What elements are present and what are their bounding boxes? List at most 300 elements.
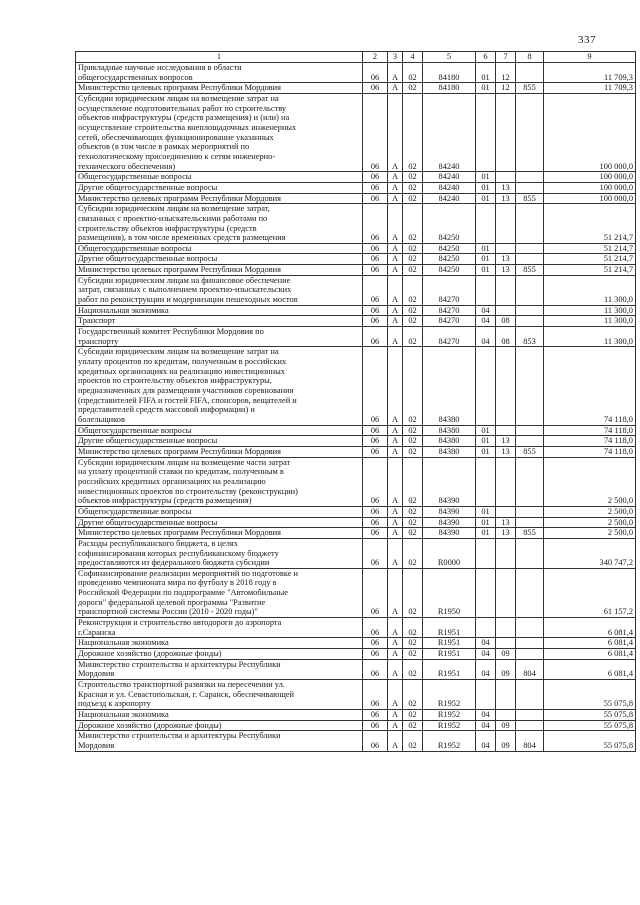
cell-code: 84250 [423,243,476,254]
cell-ministry [516,204,544,244]
cell-code: 06 [363,305,388,316]
table-row [76,93,636,171]
cell-code: А [388,457,403,506]
cell-code: R1952 [423,680,476,710]
cell-code: 06 [363,457,388,506]
cell-subsection [496,243,516,254]
table-row [76,528,636,539]
cell-code: А [388,710,403,721]
cell-code: 06 [363,680,388,710]
cell-code: 84380 [423,347,476,425]
row-name: Строительство транспортной развязки на пересечении ул. Красная и ул. Севастопольская, г. Саранск, обеспечивающей подъезд к аэропорту [76,680,363,710]
cell-section [476,347,496,425]
cell-code: 84250 [423,204,476,244]
cell-code: А [388,568,403,617]
cell-section [476,568,496,617]
cell-section [476,457,496,506]
row-name: Реконструкция и строительство автодороги до аэропорта г.Саранска [76,618,363,638]
column-header: 3 [388,52,403,63]
cell-code: 06 [363,528,388,539]
row-name: Министерство строительства и архитектуры Республики Мордовия [76,659,363,679]
cell-amount: 2 500,0 [544,457,636,506]
cell-subsection [496,638,516,649]
cell-subsection: 12 [496,63,516,83]
row-name: Софинансирование реализации мероприятий по подготовке и проведению чемпионата мира по футболу в 2018 году в Российской Федерации по подпрограмме "Автомобильные дороги" федеральной целевой программы "Развитие транспортной системы России (2010 - 2020 годы)" [76,568,363,617]
row-name: Министерство целевых программ Республики Мордовия [76,446,363,457]
cell-code: А [388,436,403,447]
cell-amount: 340 747,2 [544,538,636,568]
cell-code: 84240 [423,193,476,204]
cell-subsection [496,568,516,617]
row-name: Министерство целевых программ Республики Мордовия [76,528,363,539]
cell-code: 06 [363,568,388,617]
cell-amount: 74 118,0 [544,436,636,447]
cell-amount: 11 300,0 [544,305,636,316]
cell-code: А [388,618,403,638]
row-name: Национальная экономика [76,710,363,721]
row-name: Общегосударственные вопросы [76,243,363,254]
cell-section: 04 [476,720,496,731]
cell-subsection: 13 [496,517,516,528]
cell-subsection [496,275,516,305]
cell-subsection [496,506,516,517]
cell-code: 02 [403,172,423,183]
cell-code: 06 [363,182,388,193]
cell-code: R1950 [423,568,476,617]
cell-subsection: 09 [496,659,516,679]
cell-code: 02 [403,93,423,171]
cell-code: 84380 [423,425,476,436]
cell-code: 06 [363,731,388,751]
cell-ministry [516,436,544,447]
cell-code: 02 [403,327,423,347]
cell-subsection [496,425,516,436]
column-header: 7 [496,52,516,63]
cell-section: 01 [476,446,496,457]
cell-subsection: 13 [496,182,516,193]
cell-code: 06 [363,517,388,528]
cell-code: А [388,517,403,528]
row-name: Государственный комитет Республики Мордовия по транспорту [76,327,363,347]
cell-code: 02 [403,204,423,244]
cell-code: 02 [403,83,423,94]
cell-code: R1952 [423,731,476,751]
cell-code: 84180 [423,63,476,83]
cell-code: 02 [403,347,423,425]
cell-amount: 6 081,4 [544,649,636,660]
budget-table [75,51,636,752]
cell-code: R1951 [423,618,476,638]
cell-subsection [496,538,516,568]
cell-ministry [516,517,544,528]
cell-code: 06 [363,425,388,436]
cell-subsection: 13 [496,446,516,457]
cell-code: 06 [363,446,388,457]
cell-section [476,204,496,244]
cell-subsection [496,710,516,721]
cell-ministry: 804 [516,731,544,751]
cell-section [476,93,496,171]
row-name: Другие общегосударственные вопросы [76,436,363,447]
cell-subsection: 08 [496,316,516,327]
cell-ministry [516,568,544,617]
cell-code: 84390 [423,457,476,506]
table-row [76,305,636,316]
row-name: Субсидии юридическим лицам на возмещение затрат на уплату процентов по кредитам, полученным в российских кредитных организациях на реализацию инвестиционных проектов по строительству объектов инфраструктуры, предназначенных для размещения участников соревнования (представителей FIFA и гостей FIFA, спонсоров, вещателей и представителей средств массовой информации) и болельщиков [76,347,363,425]
cell-amount: 11 709,3 [544,63,636,83]
cell-code: 84270 [423,327,476,347]
cell-code: А [388,425,403,436]
column-header: 5 [423,52,476,63]
cell-section: 04 [476,327,496,347]
table-row [76,568,636,617]
table-row [76,638,636,649]
cell-code: 06 [363,316,388,327]
row-name: Министерство целевых программ Республики Мордовия [76,193,363,204]
cell-amount: 6 081,4 [544,659,636,679]
cell-subsection: 13 [496,436,516,447]
cell-amount: 74 118,0 [544,347,636,425]
cell-code: 84390 [423,517,476,528]
cell-code: 06 [363,347,388,425]
cell-code: 02 [403,425,423,436]
table-row [76,517,636,528]
cell-code: 84250 [423,265,476,276]
cell-code: 06 [363,254,388,265]
cell-ministry [516,649,544,660]
table-row [76,680,636,710]
table-row [76,659,636,679]
cell-code: А [388,327,403,347]
cell-code: 06 [363,243,388,254]
cell-code: 84380 [423,436,476,447]
cell-code: 02 [403,436,423,447]
row-name: Прикладные научные исследования в области общегосударственных вопросов [76,63,363,83]
cell-section: 04 [476,731,496,751]
cell-subsection [496,305,516,316]
cell-section: 04 [476,710,496,721]
cell-code: А [388,93,403,171]
table-row [76,316,636,327]
row-name: Дорожное хозяйство (дорожные фонды) [76,649,363,660]
cell-code: 02 [403,305,423,316]
cell-subsection: 12 [496,83,516,94]
cell-ministry: 855 [516,193,544,204]
cell-code: А [388,446,403,457]
cell-ministry [516,305,544,316]
row-name: Национальная экономика [76,638,363,649]
cell-subsection: 13 [496,528,516,539]
cell-code: 06 [363,275,388,305]
table-row [76,182,636,193]
table-row [76,506,636,517]
cell-code: 02 [403,182,423,193]
cell-amount: 11 709,3 [544,83,636,94]
cell-code: 02 [403,731,423,751]
cell-section: 04 [476,638,496,649]
cell-section: 01 [476,193,496,204]
cell-ministry [516,172,544,183]
column-header: 4 [403,52,423,63]
cell-amount: 2 500,0 [544,528,636,539]
cell-code: R0000 [423,538,476,568]
page-number: 337 [578,34,596,46]
cell-section: 01 [476,506,496,517]
cell-ministry [516,316,544,327]
cell-code: 02 [403,538,423,568]
cell-section: 01 [476,172,496,183]
cell-code: А [388,204,403,244]
table-row [76,710,636,721]
cell-section: 01 [476,436,496,447]
cell-code: 06 [363,63,388,83]
cell-code: А [388,305,403,316]
column-header: 9 [544,52,636,63]
table-row [76,275,636,305]
cell-code: А [388,193,403,204]
cell-ministry: 855 [516,446,544,457]
cell-ministry: 853 [516,327,544,347]
cell-amount: 74 118,0 [544,425,636,436]
cell-code: А [388,659,403,679]
cell-code: R1952 [423,710,476,721]
cell-code: 84390 [423,506,476,517]
cell-code: 06 [363,638,388,649]
row-name: Дорожное хозяйство (дорожные фонды) [76,720,363,731]
table-row [76,265,636,276]
cell-code: А [388,731,403,751]
cell-amount: 11 300,0 [544,327,636,347]
cell-code: 02 [403,254,423,265]
row-name: Субсидии юридическим лицам на возмещение затрат на осуществление подготовительных работ по строительству объектов инфраструктуры (средств размещения) и (или) на осуществление строительства внеплощадочных инженерных сетей, обеспечивающих функционирование указанных объектов (в том числе в рамках мероприятий по технологическому присоединению к сетям инженерно- технического обеспечения) [76,93,363,171]
cell-ministry [516,275,544,305]
cell-code: 02 [403,193,423,204]
cell-code: 84240 [423,93,476,171]
cell-code: 02 [403,568,423,617]
cell-code: 02 [403,618,423,638]
cell-code: 84380 [423,446,476,457]
cell-code: 02 [403,275,423,305]
cell-code: А [388,538,403,568]
cell-code: 84270 [423,316,476,327]
cell-code: 06 [363,538,388,568]
cell-ministry [516,457,544,506]
table-row [76,618,636,638]
cell-amount: 100 000,0 [544,182,636,193]
row-name: Другие общегосударственные вопросы [76,182,363,193]
cell-code: 02 [403,517,423,528]
cell-code: 06 [363,720,388,731]
cell-amount: 55 075,8 [544,731,636,751]
cell-ministry [516,638,544,649]
row-name: Расходы республиканского бюджета, в целях софинансирования которых республиканскому бюджету предоставляются из федерального бюджета субсидии [76,538,363,568]
row-name: Другие общегосударственные вопросы [76,254,363,265]
cell-amount: 51 214,7 [544,204,636,244]
cell-subsection [496,204,516,244]
cell-ministry [516,506,544,517]
cell-ministry [516,254,544,265]
cell-ministry [516,538,544,568]
cell-subsection [496,457,516,506]
cell-section: 04 [476,305,496,316]
cell-code: 06 [363,204,388,244]
cell-section: 01 [476,517,496,528]
cell-code: 06 [363,618,388,638]
cell-subsection: 13 [496,265,516,276]
cell-subsection: 09 [496,649,516,660]
cell-code: R1951 [423,659,476,679]
row-name: Национальная экономика [76,305,363,316]
table-row [76,425,636,436]
table-row [76,254,636,265]
cell-code: 06 [363,193,388,204]
cell-section: 01 [476,182,496,193]
cell-code: 02 [403,649,423,660]
cell-code: А [388,316,403,327]
cell-code: А [388,638,403,649]
cell-code: А [388,680,403,710]
cell-ministry [516,720,544,731]
table-row [76,193,636,204]
cell-code: 06 [363,649,388,660]
table-row [76,243,636,254]
cell-amount: 51 214,7 [544,265,636,276]
cell-code: 84240 [423,172,476,183]
cell-code: 02 [403,720,423,731]
cell-code: А [388,506,403,517]
cell-section: 01 [476,425,496,436]
column-header: 2 [363,52,388,63]
cell-amount: 74 118,0 [544,446,636,457]
cell-code: 02 [403,457,423,506]
table-row [76,446,636,457]
cell-section: 01 [476,83,496,94]
cell-code: 02 [403,528,423,539]
row-name: Общегосударственные вопросы [76,506,363,517]
cell-code: А [388,182,403,193]
cell-code: А [388,265,403,276]
cell-section: 04 [476,316,496,327]
column-header: 6 [476,52,496,63]
cell-amount: 100 000,0 [544,93,636,171]
cell-ministry: 855 [516,265,544,276]
cell-code: 02 [403,243,423,254]
cell-subsection: 13 [496,254,516,265]
cell-code: А [388,83,403,94]
cell-amount: 51 214,7 [544,243,636,254]
cell-code: А [388,347,403,425]
cell-code: 84180 [423,83,476,94]
cell-amount: 61 157,2 [544,568,636,617]
table-row [76,172,636,183]
cell-code: 06 [363,659,388,679]
cell-section: 01 [476,63,496,83]
cell-code: 02 [403,265,423,276]
table-row [76,649,636,660]
row-name: Субсидии юридическим лицам на возмещение затрат, связанных с проектно-изыскательскими работами по строительству объектов инфраструктуры (средств размещения), в том числе временных средств размещения [76,204,363,244]
column-header: 1 [76,52,363,63]
cell-code: А [388,528,403,539]
cell-amount: 51 214,7 [544,254,636,265]
cell-code: 02 [403,638,423,649]
cell-code: 06 [363,265,388,276]
cell-ministry [516,680,544,710]
cell-subsection: 09 [496,720,516,731]
cell-amount: 6 081,4 [544,618,636,638]
table-row [76,347,636,425]
cell-code: А [388,254,403,265]
cell-ministry: 855 [516,528,544,539]
cell-subsection: 08 [496,327,516,347]
cell-code: 06 [363,172,388,183]
cell-code: 84270 [423,275,476,305]
cell-subsection: 13 [496,193,516,204]
cell-code: 84270 [423,305,476,316]
cell-code: 02 [403,710,423,721]
table-row [76,204,636,244]
cell-section: 01 [476,265,496,276]
cell-section: 04 [476,649,496,660]
cell-subsection [496,172,516,183]
cell-amount: 100 000,0 [544,193,636,204]
cell-subsection [496,680,516,710]
cell-ministry [516,93,544,171]
row-name: Транспорт [76,316,363,327]
cell-code: А [388,172,403,183]
cell-section: 04 [476,659,496,679]
cell-code: 84250 [423,254,476,265]
cell-ministry [516,347,544,425]
table-row [76,731,636,751]
cell-ministry: 804 [516,659,544,679]
cell-amount: 55 075,8 [544,720,636,731]
cell-code: 02 [403,506,423,517]
cell-ministry [516,425,544,436]
cell-subsection [496,347,516,425]
cell-code: 06 [363,506,388,517]
cell-section: 01 [476,243,496,254]
cell-section [476,618,496,638]
row-name: Субсидии юридическим лицам на возмещение части затрат на уплату процентной ставки по кредитам, полученным в российских кредитных организациях на реализацию инвестиционных проектов по строительству (реконструкции) объектов инфраструктуры (средств размещения) [76,457,363,506]
cell-ministry [516,63,544,83]
cell-code: 06 [363,710,388,721]
cell-code: R1952 [423,720,476,731]
row-name: Министерство целевых программ Республики Мордовия [76,83,363,94]
cell-code: 02 [403,659,423,679]
column-header: 8 [516,52,544,63]
cell-amount: 100 000,0 [544,172,636,183]
cell-code: 02 [403,680,423,710]
cell-ministry [516,182,544,193]
cell-code: А [388,649,403,660]
row-name: Министерство целевых программ Республики Мордовия [76,265,363,276]
cell-code: А [388,720,403,731]
cell-section [476,680,496,710]
row-name: Другие общегосударственные вопросы [76,517,363,528]
cell-code: 02 [403,446,423,457]
cell-amount: 11 300,0 [544,275,636,305]
cell-code: 84240 [423,182,476,193]
cell-code: 84390 [423,528,476,539]
table-row [76,63,636,83]
cell-code: 06 [363,83,388,94]
cell-ministry [516,243,544,254]
cell-ministry [516,710,544,721]
table-row [76,436,636,447]
table-row [76,457,636,506]
cell-amount: 2 500,0 [544,506,636,517]
table-row [76,327,636,347]
